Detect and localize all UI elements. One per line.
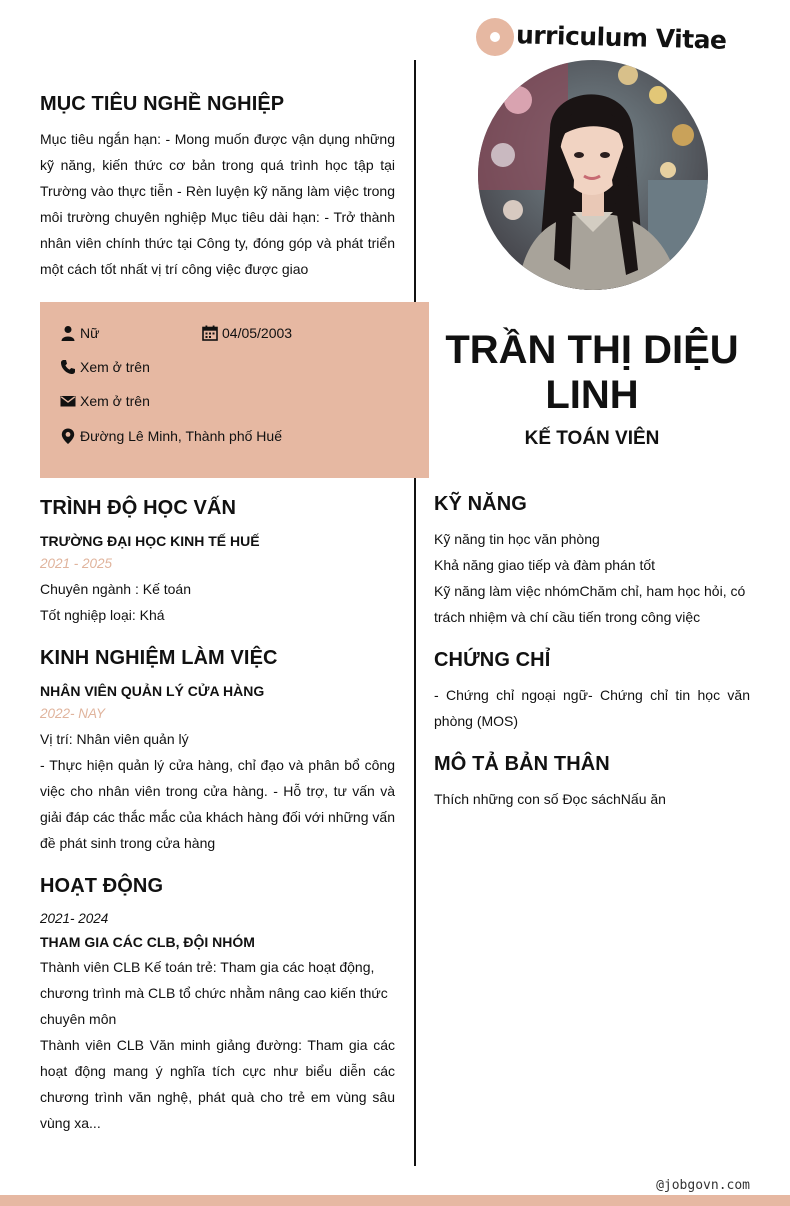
certificates-text: - Chứng chỉ ngoại ngữ- Chứng chỉ tin học văn phòng (MOS) xyxy=(434,687,750,729)
cv-logo xyxy=(476,16,727,58)
about-heading: MÔ TẢ BẢN THÂN xyxy=(434,753,610,775)
skills-heading: KỸ NĂNG xyxy=(434,493,527,515)
gender-row xyxy=(60,325,99,341)
logo-text: urriculum Vitae xyxy=(515,19,727,55)
phone-row xyxy=(60,359,150,375)
email-value: Xem ở trên xyxy=(80,393,150,409)
experience-description: - Thực hiện quản lý cửa hàng, chỉ đạo và phân bổ công việc cho nhân viên trong cửa hàng. - Hỗ trợ, tư vấn và giải đáp các thắc mắc của khách hàng đối với những vấn đề phát sinh trong cửa hàng xyxy=(40,757,395,851)
education-major: Chuyên ngành : Kế toán xyxy=(40,581,192,597)
birthdate-row xyxy=(202,325,292,341)
activities-item: Thành viên CLB Văn minh giảng đường: Tham gia các hoạt động mang ý nghĩa tích cực như biểu diễn các chương trình văn nghệ, phát quà cho trẻ em vùng sâu vùng xa... xyxy=(40,1037,395,1131)
profile-photo xyxy=(478,60,708,290)
phone-value: Xem ở trên xyxy=(80,359,150,375)
experience-heading: KINH NGHIỆM LÀM VIỆC xyxy=(40,647,278,669)
certificates-heading: CHỨNG CHỈ xyxy=(434,649,551,671)
education-years: 2021 - 2025 xyxy=(40,556,113,571)
calendar-icon xyxy=(202,325,218,341)
address-row xyxy=(60,427,282,445)
education-school: TRƯỜNG ĐẠI HỌC KINH TẾ HUẾ xyxy=(40,533,260,549)
experience-position: Vị trí: Nhân viên quản lý xyxy=(40,731,189,747)
education-heading: TRÌNH ĐỘ HỌC VẤN xyxy=(40,497,237,519)
logo-c-mark xyxy=(476,18,514,56)
address-value: Đường Lê Minh, Thành phố Huế xyxy=(80,428,282,444)
activities-heading: HOẠT ĐỘNG xyxy=(40,875,164,897)
career-objective-heading: MỤC TIÊU NGHỀ NGHIỆP xyxy=(40,93,285,115)
personal-info-box xyxy=(40,302,429,478)
full-name: TRẦN THỊ DIỆU LINH xyxy=(445,328,739,417)
email-row xyxy=(60,393,150,409)
activities-item: Thành viên CLB Kế toán trẻ: Tham gia các hoạt động, chương trình mà CLB tổ chức nhằm nâng cao kiến thức chuyên môn xyxy=(40,959,388,1027)
gender-value: Nữ xyxy=(80,325,100,341)
column-divider xyxy=(414,60,416,1166)
location-icon xyxy=(60,427,76,445)
skill-item: Kỹ năng làm việc nhómChăm chỉ, ham học hỏi, có trách nhiệm và chí cầu tiến trong công việc xyxy=(434,583,746,625)
about-text: Thích những con số Đọc sáchNấu ăn xyxy=(434,791,666,807)
activities-title: THAM GIA CÁC CLB, ĐỘI NHÓM xyxy=(40,934,255,950)
experience-years: 2022- NAY xyxy=(40,706,106,721)
mail-icon xyxy=(60,393,76,409)
education-grade: Tốt nghiệp loại: Khá xyxy=(40,607,165,623)
career-objective-text: Mục tiêu ngắn hạn: - Mong muốn được vận dụng những kỹ năng, kiến thức cơ bản trong quá trình học tập tại Trường vào thực tiễn - Rèn luyện kỹ năng làm việc trong môi trường chuyên nghiệp Mục tiêu dài hạn: - Trở thành nhân viên chính thức tại Công ty, đóng góp và phát triển một cách tốt nhất vị trí công việc được giao xyxy=(40,131,395,277)
footer-bar xyxy=(0,1195,790,1206)
experience-title: NHÂN VIÊN QUẢN LÝ CỬA HÀNG xyxy=(40,683,265,699)
phone-icon xyxy=(60,359,76,375)
skill-item: Kỹ năng tin học văn phòng xyxy=(434,531,600,547)
activities-years: 2021- 2024 xyxy=(40,911,109,926)
job-title: KẾ TOÁN VIÊN xyxy=(524,428,660,449)
footer-watermark: @jobgovn.com xyxy=(656,1178,750,1193)
birthdate-value: 04/05/2003 xyxy=(222,325,293,341)
person-icon xyxy=(60,325,76,341)
skill-item: Khả năng giao tiếp và đàm phán tốt xyxy=(434,557,656,573)
